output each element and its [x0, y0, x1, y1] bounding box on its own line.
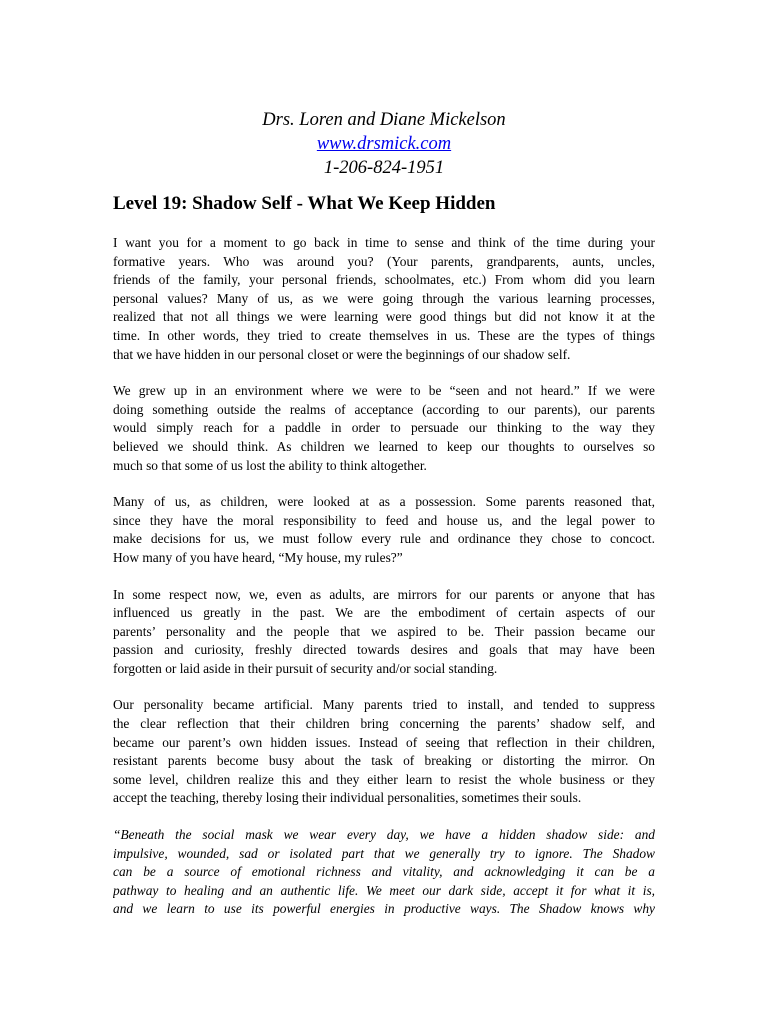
text-line: We grew up in an environment where we were to be “seen and not heard.” If we were [113, 383, 655, 399]
website-link[interactable]: www.drsmick.com [316, 134, 452, 154]
text-line: parents’ personality and the people that we aspired to be. Their passion became our [113, 623, 655, 639]
text-line: realized that not all things we were learning were good things but did not know it at the [113, 309, 655, 325]
phone-number: 1-206-824-1951 [323, 158, 445, 178]
document-header [113, 108, 655, 180]
text-line: personal values? Many of us, as we were going through the various learning processes, [113, 290, 655, 306]
text-line: resistant parents become busy about the task of breaking or distorting the mirror. On [113, 753, 655, 769]
text-line: some level, children realize this and they either learn to resist the whole business or they [113, 771, 655, 787]
text-line: friends of the family, your personal friends, schoolmates, etc.) From whom did you learn [113, 272, 655, 288]
text-line: influenced us greatly in the past. We are the embodiment of certain aspects of our [113, 605, 655, 621]
text-line: Many of us, as children, were looked at as a possession. Some parents reasoned that, [113, 494, 655, 510]
text-line: formative years. Who was around you? (Your parents, grandparents, aunts, uncles, [113, 253, 655, 269]
text-line: since they have the moral responsibility to feed and house us, and the legal power to [113, 512, 655, 528]
text-line: I want you for a moment to go back in time to sense and think of the time during your [113, 235, 655, 250]
text-line: time. In other words, they tried to create themselves in us. These are the types of things [113, 327, 655, 343]
text-line: doing something outside the realms of acceptance (according to our parents), our parents [113, 401, 655, 417]
text-line: believed we should think. As children we learned to keep our thoughts to ourselves so [113, 438, 655, 454]
document-page [113, 108, 655, 919]
text-line: Our personality became artificial. Many parents tried to install, and tended to suppress [113, 697, 655, 713]
paragraph-3 [113, 493, 655, 567]
text-line: In some respect now, we, even as adults, are mirrors for our parents or anyone that has [113, 586, 655, 602]
text-line: would simply reach for a paddle in order to persuade our thinking to the way they [113, 420, 655, 436]
shadow-quote [113, 826, 655, 919]
text-line: How many of you have heard, “My house, my rules?” [113, 549, 403, 565]
quote-line: “Beneath the social mask we wear every day, we have a hidden shadow side: and [113, 827, 655, 843]
paragraph-4 [113, 586, 655, 679]
quote-line: impulsive, wounded, sad or isolated part that we generally try to ignore. The Shadow [113, 845, 655, 861]
text-line: passion and curiosity, freshly directed towards desires and goals that may have been [113, 642, 655, 658]
paragraph-1 [113, 234, 655, 364]
text-line: that we have hidden in our personal closet or were the beginnings of our shadow self. [113, 346, 571, 362]
quote-line: pathway to healing and an authentic life. We meet our dark side, accept it for what it is, [113, 882, 655, 898]
text-line: accept the teaching, thereby losing their individual personalities, sometimes their souls. [113, 790, 582, 806]
text-line: much so that some of us lost the ability to think altogether. [113, 457, 427, 473]
paragraph-2 [113, 382, 655, 475]
paragraph-5 [113, 696, 655, 808]
page-title: Level 19: Shadow Self - What We Keep Hidden [113, 193, 496, 214]
text-line: the clear reflection that their children bring concerning the parents’ shadow self, and [113, 716, 655, 732]
quote-line: can be a source of emotional richness and vitality, and acknowledging it can be a [113, 864, 655, 880]
text-line: became our parent’s own hidden issues. Instead of seeing that reflection in their children, [113, 734, 655, 750]
quote-line: and we learn to use its powerful energies in productive ways. The Shadow knows why [113, 901, 655, 917]
text-line: forgotten or laid aside in their pursuit of security and/or social standing. [113, 660, 498, 676]
text-line: make decisions for us, we must follow every rule and ordinance they chose to concoct. [113, 531, 655, 547]
authors-line: Drs. Loren and Diane Mickelson [262, 110, 506, 130]
